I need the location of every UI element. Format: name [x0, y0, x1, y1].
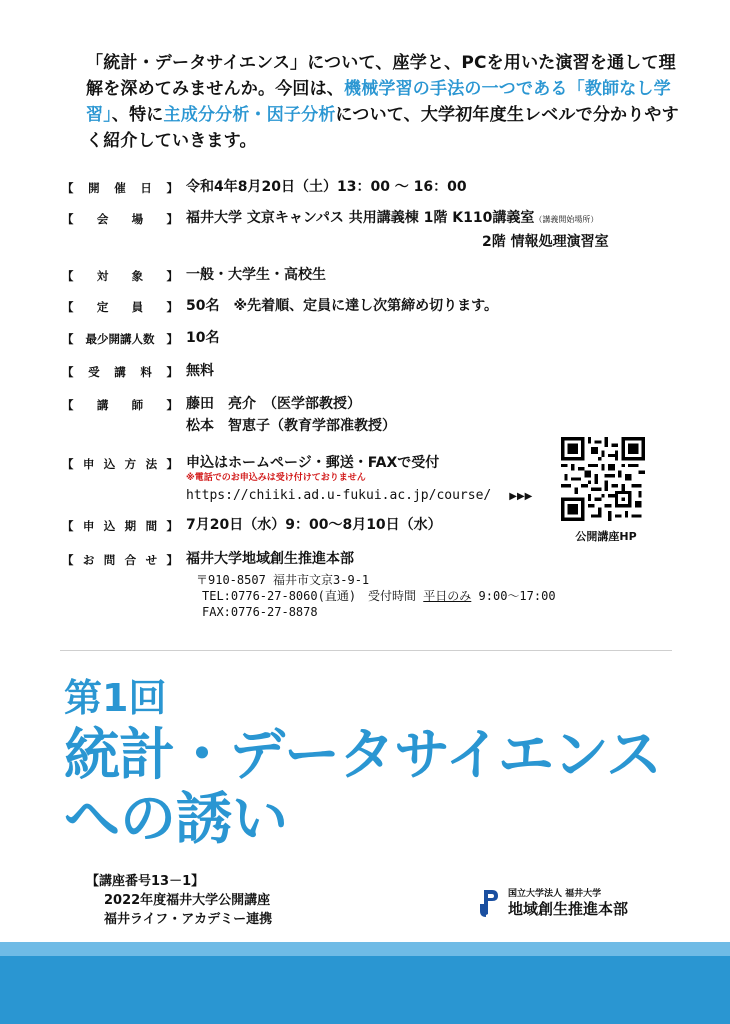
info-row-target	[62, 266, 326, 284]
date-value: 令和4年8月20日（土）13：00 ～ 16：00	[186, 179, 467, 195]
footer-band-light	[0, 942, 730, 956]
apply-period-value: 7月20日（水）9：00～8月10日（水）	[186, 517, 442, 533]
info-row-lecturers	[62, 395, 396, 435]
footer-band	[0, 956, 730, 1024]
target-label: 【 対 象 】	[62, 269, 178, 283]
org-university: 国立大学法人 福井大学	[508, 888, 602, 899]
qr-code[interactable]	[561, 437, 645, 521]
info-row-capacity	[62, 297, 498, 315]
apply-period-label: 【 申 込 期 間 】	[62, 519, 178, 533]
arrow-icon: ▶▶▶	[509, 491, 533, 502]
divider	[60, 650, 672, 651]
apply-method-label: 【 申 込 方 法 】	[62, 457, 178, 471]
info-row-venue	[62, 209, 609, 251]
intro-text: について、大学初年度生レベルで分かりやすく紹介していきます。	[86, 105, 679, 151]
venue-label: 【 会 場 】	[62, 212, 178, 226]
title-session: 第1回	[64, 676, 167, 720]
title-main: 統計・データサイエンス	[64, 723, 662, 788]
course-partner: 福井ライフ・アカデミー連携	[104, 912, 273, 927]
info-row-contact	[62, 550, 556, 620]
title-main-2: への誘い	[64, 787, 288, 852]
venue-value: 福井大学 文京キャンパス 共用講義棟 1階 K110講義室（講義開始場所） 2階 情報処理演習室	[186, 210, 609, 250]
capacity-label: 【 定 員 】	[62, 300, 178, 314]
intro-text: 、特に	[111, 105, 164, 125]
intro-paragraph	[86, 50, 686, 154]
info-row-minimum	[62, 329, 219, 347]
course-year: 2022年度福井大学公開講座	[104, 893, 271, 908]
qr-caption: 公開講座HP	[575, 530, 637, 543]
lecturers-label: 【 講 師 】	[62, 398, 178, 412]
contact-label: 【 お 問 合 せ 】	[62, 553, 178, 567]
org-logo	[478, 888, 628, 918]
apply-method-value: 申込はホームページ・郵送・FAXで受付 ※電話でのお申込みは受け付けておりません https://chiiki.ad.u-fukui.ac.jp/course/ ▶▶▶	[186, 455, 533, 503]
date-label: 【 開 催 日 】	[62, 181, 178, 195]
org-name: 地域創生推進本部	[508, 899, 629, 918]
university-logo-icon	[478, 888, 502, 918]
target-value: 一般・大学生・高校生	[186, 267, 326, 283]
course-url-link[interactable]: https://chiiki.ad.u-fukui.ac.jp/course/	[186, 488, 492, 503]
lecturers-value: 藤田 亮介 （医学部教授） 松本 智恵子（教育学部准教授）	[186, 396, 396, 434]
info-row-date	[62, 178, 467, 196]
info-row-apply-period	[62, 516, 442, 534]
course-number: 【講座番号13－1】	[86, 874, 205, 889]
contact-value: 福井大学地域創生推進本部 〒910-8507 福井市文京3-9-1 TEL:0776-27-8060(直通) 受付時間 平日のみ 9:00～17:00 FAX:0776-27-8878	[186, 551, 556, 619]
intro-highlight: 主成分分析・因子分析	[163, 105, 336, 125]
info-row-fee	[62, 362, 214, 380]
intro-highlight: 機械学習の手法の一つである「教師なし学習」	[86, 79, 671, 125]
fee-label: 【 受 講 料 】	[62, 365, 178, 379]
minimum-value: 10名	[186, 330, 220, 346]
info-row-apply-method	[62, 454, 532, 506]
minimum-label: 【 最少開講人数 】	[62, 332, 178, 346]
phone-note: ※電話でのお申込みは受け付けておりません	[186, 473, 366, 483]
intro-text: 「統計・データサイエンス」について、座学と、PCを用いた演習を通して理解を深めてみませんか。今回は、	[86, 53, 676, 99]
fee-value: 無料	[186, 363, 214, 379]
course-info	[86, 872, 272, 929]
capacity-value: 50名 ※先着順、定員に達し次第締め切ります。	[186, 298, 498, 314]
